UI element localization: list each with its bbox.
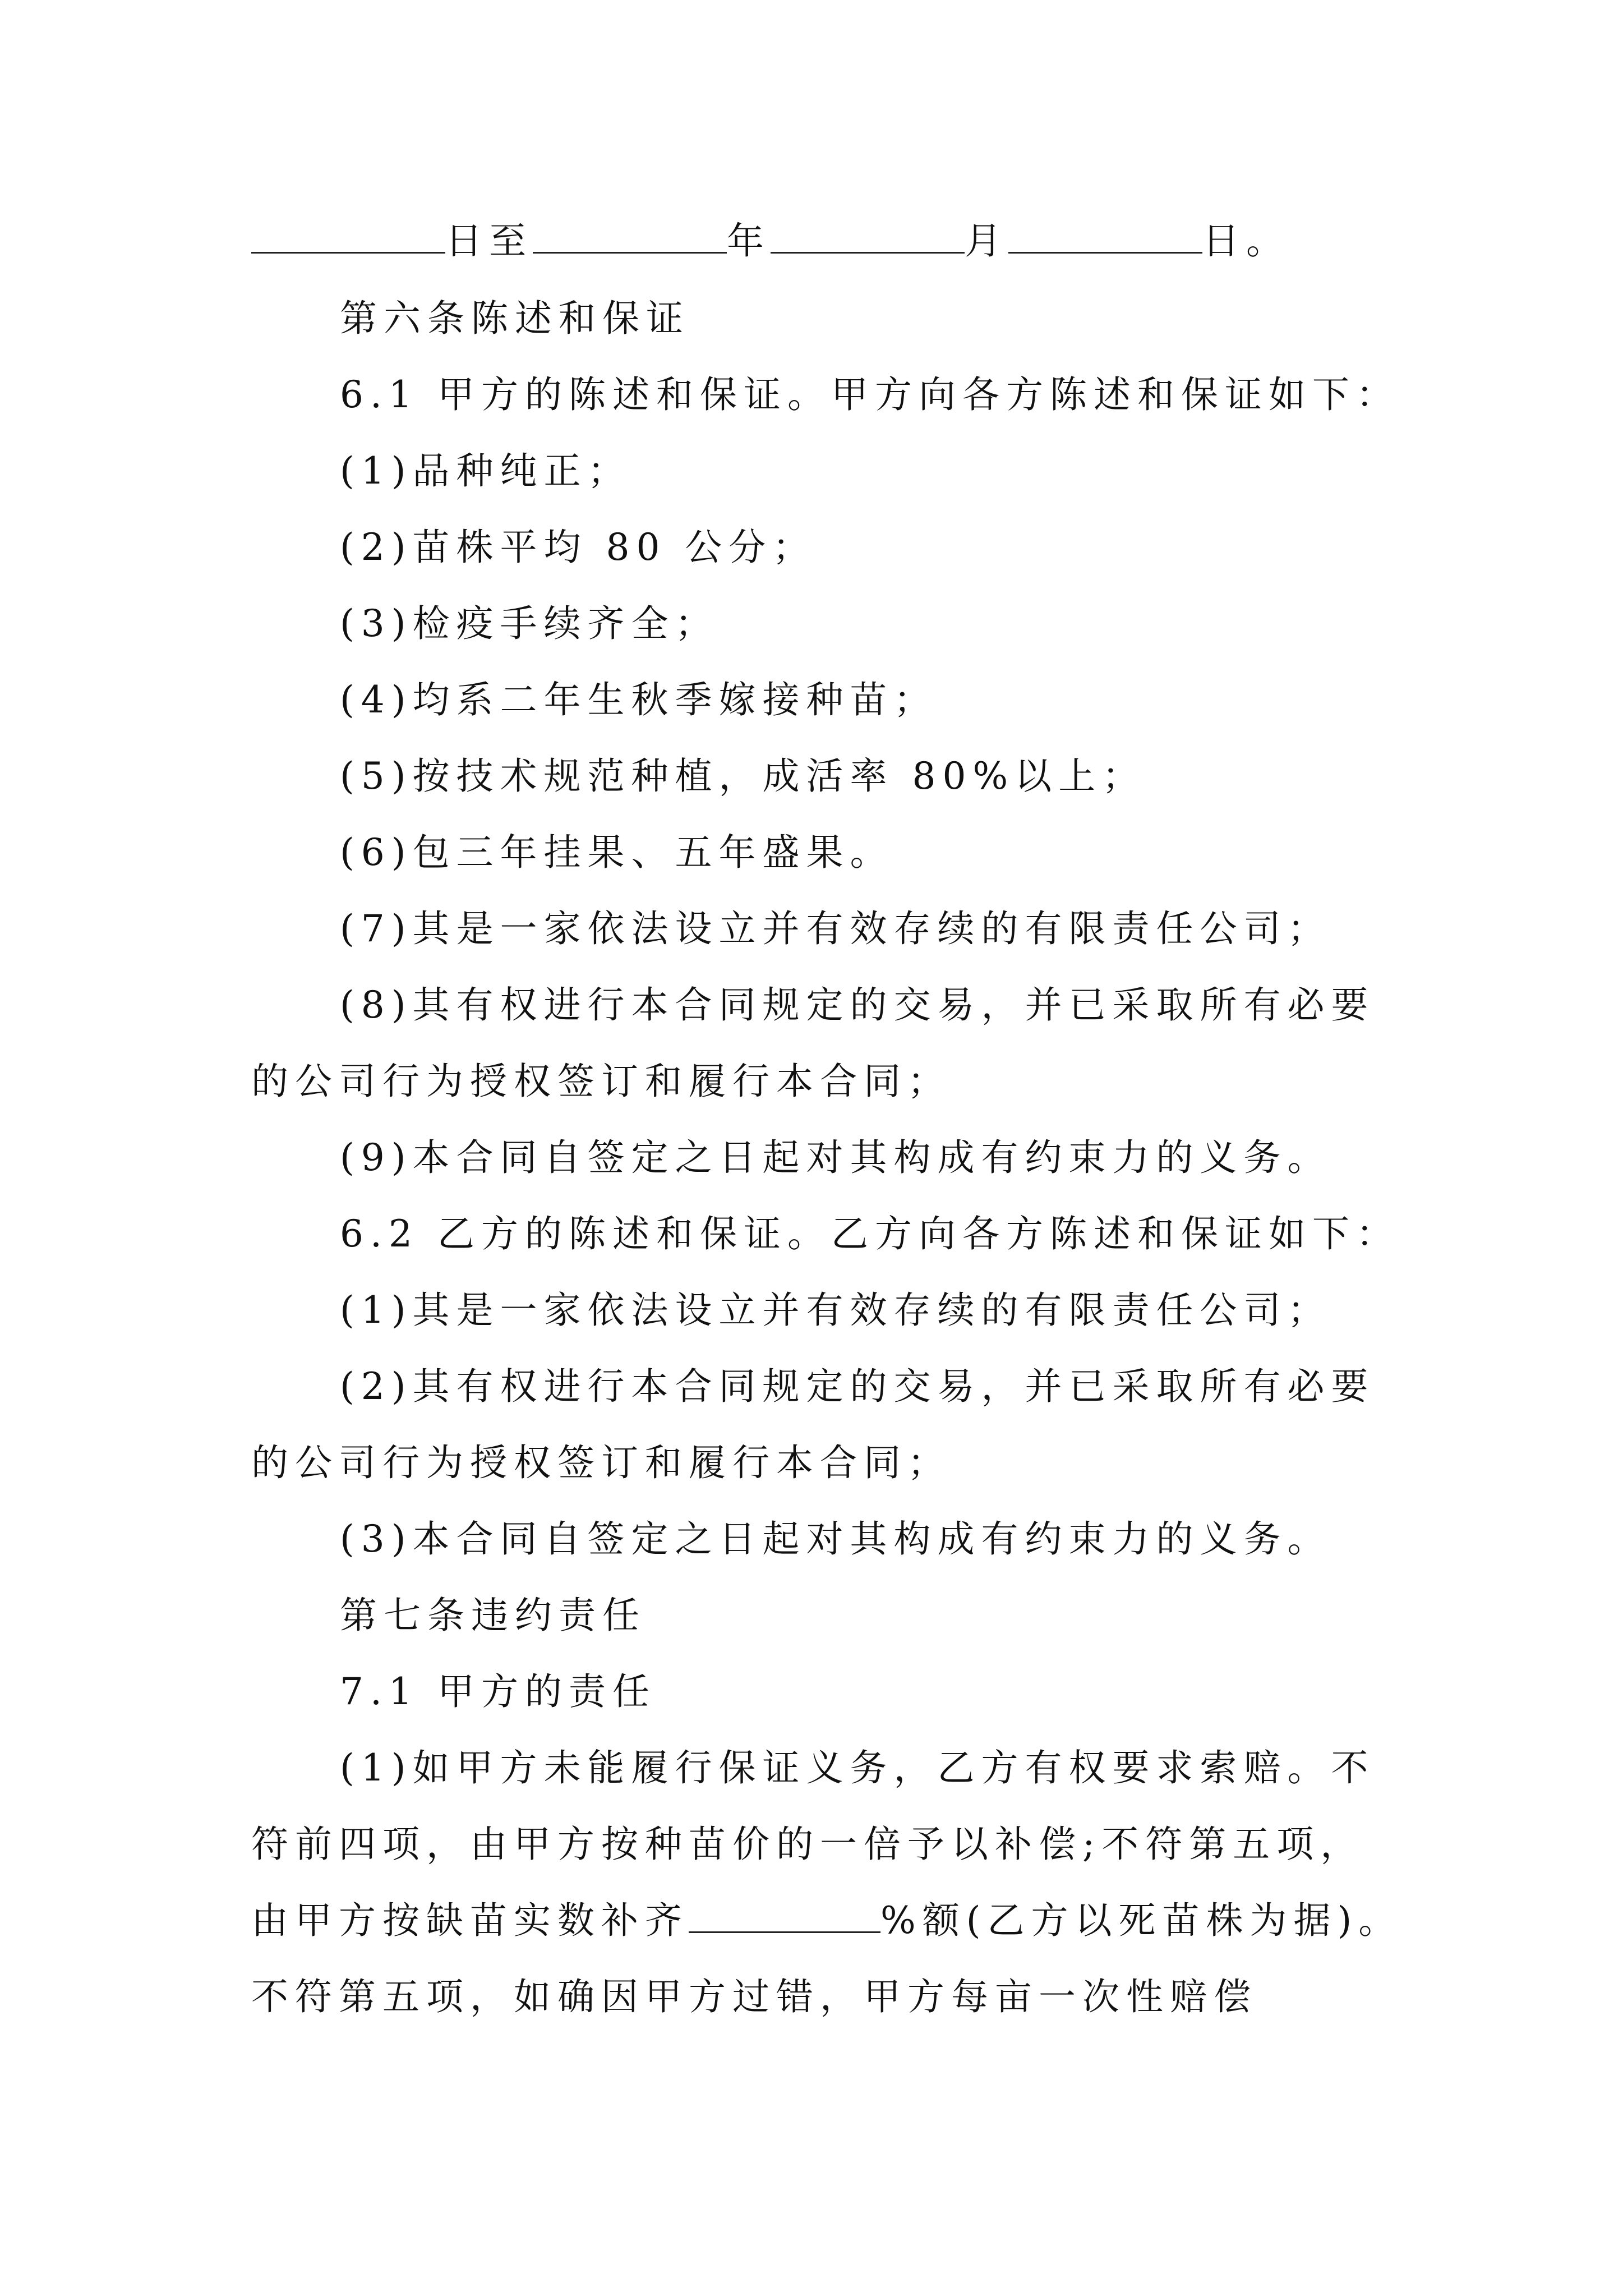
paragraph-continuation: 的公司行为授权签订和履行本合同； [251, 1060, 951, 1103]
paragraph: (4)均系二年生秋季嫁接种苗； [340, 678, 938, 721]
section-heading: 第六条陈述和保证 [340, 297, 690, 340]
paragraph-continuation: 符前四项，由甲方按种苗价的一倍予以补偿;不符第五项， [251, 1823, 1364, 1866]
blank-line-before: 由甲方按缺苗实数补齐 [251, 1899, 689, 1942]
paragraph-continuation: 不符第五项，如确因甲方过错，甲方每亩一次性赔偿 [251, 1975, 1257, 2018]
paragraph: (2)苗株平均 80 公分； [340, 526, 817, 569]
paragraph: (7)其是一家依法设立并有效存续的有限责任公司； [340, 907, 1331, 950]
paragraph: 6.1 甲方的陈述和保证。甲方向各方陈述和保证如下： [340, 373, 1400, 416]
blank-field [251, 216, 445, 254]
section-heading: 第七条违约责任 [340, 1594, 646, 1637]
date-year: 年 [727, 219, 771, 263]
subsection-heading: 7.1 甲方的责任 [340, 1670, 656, 1713]
blank-field [533, 216, 727, 254]
paragraph: (2)其有权进行本合同规定的交易，并已采取所有必要 [340, 1365, 1375, 1408]
paragraph: (5)按技术规范种植，成活率 80%以上； [340, 754, 1146, 798]
blank-line-after: %额(乙方以死苗株为据)。 [880, 1899, 1403, 1942]
paragraph: (1)如甲方未能履行保证义务，乙方有权要求索赔。不 [340, 1746, 1375, 1789]
date-month: 月 [965, 219, 1008, 263]
blank-field [771, 216, 965, 254]
blank-field [689, 1895, 880, 1933]
blank-fill-line [251, 1894, 1418, 1948]
paragraph: 6.2 乙方的陈述和保证。乙方向各方陈述和保证如下： [340, 1212, 1400, 1255]
paragraph: (1)其是一家依法设立并有效存续的有限责任公司； [340, 1289, 1331, 1332]
paragraph: (1)品种纯正； [340, 449, 631, 493]
date-day-to: 日至 [445, 219, 533, 263]
date-day-end: 日。 [1202, 219, 1290, 263]
paragraph-continuation: 的公司行为授权签订和履行本合同； [251, 1441, 951, 1484]
paragraph: (3)本合同自签定之日起对其构成有约束力的义务。 [340, 1517, 1331, 1561]
paragraph: (3)检疫手续齐全； [340, 602, 719, 645]
paragraph: (9)本合同自签定之日起对其构成有约束力的义务。 [340, 1136, 1331, 1179]
date-line [251, 214, 1418, 268]
paragraph: (6)包三年挂果、五年盛果。 [340, 831, 894, 874]
paragraph: (8)其有权进行本合同规定的交易，并已采取所有必要 [340, 983, 1375, 1027]
blank-field [1008, 216, 1202, 254]
